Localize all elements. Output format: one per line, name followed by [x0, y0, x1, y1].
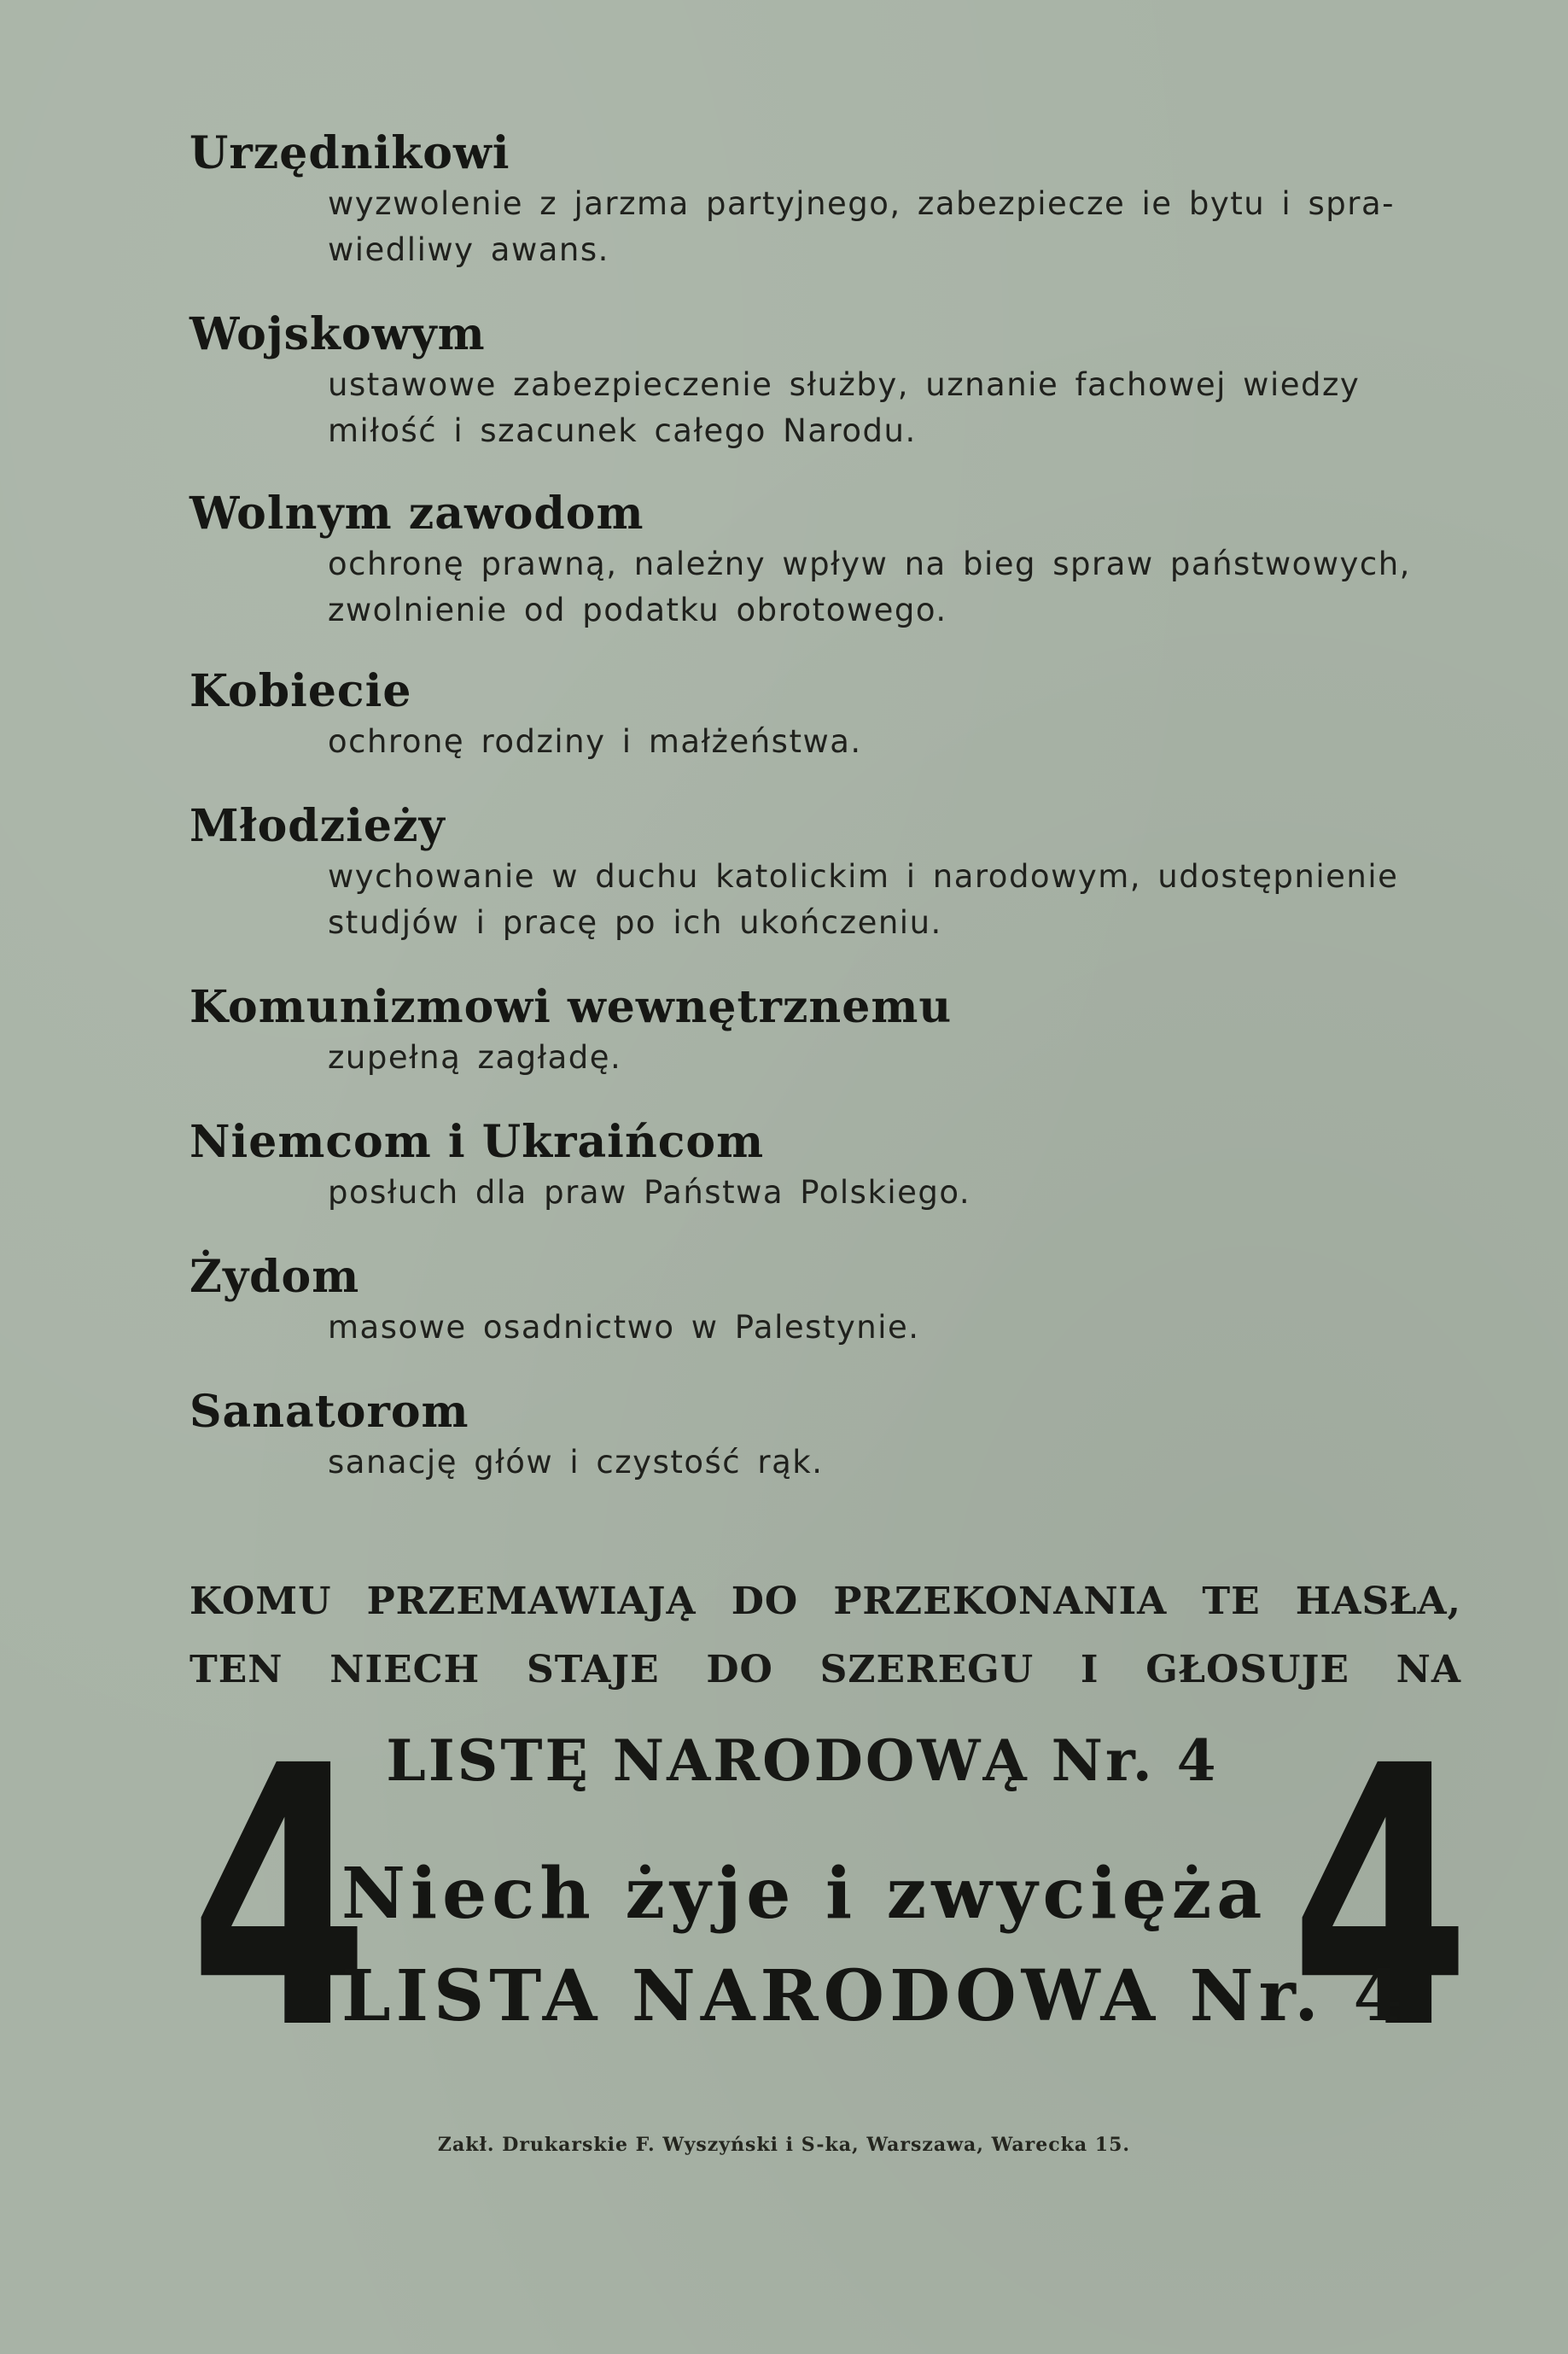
cheer-line-2: LISTA NARODOWA Nr. 4	[341, 1955, 1408, 2037]
group-heading: Wolnym zawodom	[189, 488, 644, 540]
left-list-number: 4	[189, 1691, 370, 2108]
right-list-number: 4	[1291, 1691, 1471, 2108]
printer-imprint: Zakł. Drukarskie F. Wyszyński i S-ka, Warszawa, Warecka 15.	[437, 2134, 1131, 2156]
group-description-line: wyzwolenie z jarzma partyjnego, zabezpiecze ie bytu i spra-	[328, 185, 1395, 222]
group-heading: Sanatorom	[189, 1386, 469, 1438]
group-heading: Żydom	[189, 1251, 360, 1303]
group-description-line: posłuch dla praw Państwa Polskiego.	[328, 1174, 971, 1211]
group-description-line: ustawowe zabezpieczenie służby, uznanie fachowej wiedzy	[328, 366, 1361, 403]
group-description-line: sanację głów i czystość rąk.	[328, 1444, 824, 1481]
group-description-line: studjów i pracę po ich ukończeniu.	[328, 904, 942, 941]
group-youth	[189, 799, 1470, 946]
group-heading: Młodzieży	[189, 800, 446, 852]
slogan-line-2: TEN NIECH STAJE DO SZEREGU I GŁOSUJE NA	[189, 1648, 1461, 1691]
group-description-line: masowe osadnictwo w Palestynie.	[328, 1309, 920, 1346]
group-women	[189, 664, 1470, 765]
list-name-line: LISTĘ NARODOWĄ Nr. 4	[386, 1727, 1219, 1794]
group-description-line: zupełną zagładę.	[328, 1039, 622, 1076]
group-military	[189, 307, 1470, 454]
cheer-line-1: Niech żyje i zwycięża	[341, 1853, 1268, 1935]
group-heading: Wojskowym	[189, 308, 486, 360]
group-heading: Komunizmowi wewnętrznemu	[189, 981, 953, 1033]
group-description-line: wychowanie w duchu katolickim i narodowym, udostępnienie	[328, 858, 1399, 895]
group-officials	[189, 126, 1470, 273]
group-description-line: ochronę rodziny i małżeństwa.	[328, 723, 862, 760]
group-heading: Niemcom i Ukraińcom	[189, 1116, 765, 1168]
group-jews	[189, 1250, 1470, 1351]
group-heading: Kobiecie	[189, 665, 412, 717]
group-sanators	[189, 1385, 1470, 1486]
group-description-line: wiedliwy awans.	[328, 231, 609, 268]
group-description-line: zwolnienie od podatku obrotowego.	[328, 592, 947, 628]
slogan-line-1: KOMU PRZEMAWIAJĄ DO PRZEKONANIA TE HASŁA,	[189, 1580, 1461, 1623]
group-heading: Urzędnikowi	[189, 127, 510, 179]
group-free-professions	[189, 487, 1470, 634]
group-description-line: miłość i szacunek całego Narodu.	[328, 412, 917, 449]
group-germans-ukrainians	[189, 1115, 1470, 1216]
group-description-line: ochronę prawną, należny wpływ na bieg spraw państwowych,	[328, 546, 1411, 582]
group-communism	[189, 980, 1470, 1081]
